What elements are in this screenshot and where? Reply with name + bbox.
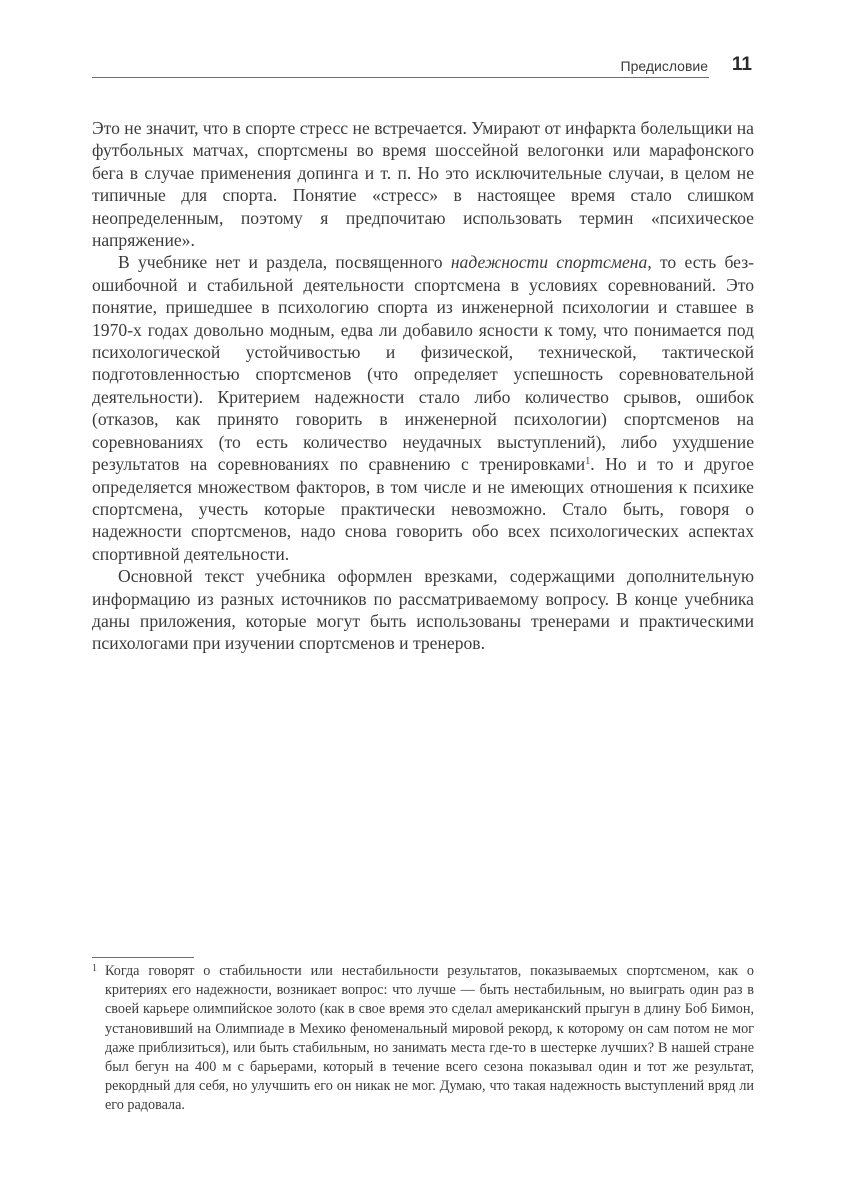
paragraph-1: Это не значит, что в спорте стресс не встречается. Умирают от инфаркта болельщики на футбольных матчах, спортсмены во время шоссейной велогонки или марафонского бега в случае применения допинга и т. п. Но это исключительные случаи, в целом не типичные для спорта. Понятие «стресс» в настоящее время стало слишком неопределенным, поэтому я предпочитаю использовать термин «психическое напряжение».	[92, 118, 754, 251]
paragraph-2-text-c: . Но и то и другое определяется множеством факторов, в том числе и не имеющих отношения к психике спортсмена, учесть которые практически невозможно. Стало быть, говоря о надежности спортсменов, надо снова говорить обо всех психологических аспектах спортивной деятельности.	[92, 454, 754, 564]
footnote-rule	[92, 957, 194, 958]
running-header	[92, 56, 754, 78]
emphasis-term: надежности спортсмена	[450, 252, 648, 273]
footnote-reference[interactable]: 1	[585, 456, 591, 468]
section-title: Предисловие	[620, 58, 708, 74]
paragraph-2	[92, 251, 754, 565]
header-rule	[92, 77, 709, 78]
footnote-1	[92, 962, 754, 1116]
footnote-mark: 1	[92, 963, 97, 974]
paragraph-3: Основной текст учебника оформлен врезками, содержащими дополнительную информацию из разных источников по рассматриваемому вопросу. В конце учебника даны приложения, которые могут быть использованы тренерами и практическими психологами при изучении спортсменов и тренеров.	[92, 566, 754, 654]
main-text	[92, 117, 754, 655]
page-number: 11	[731, 54, 752, 75]
footnote-text: Когда говорят о стабильности или нестабильности результатов, показываемых спортсменом, как о критериях его надежности, возникает вопрос: что лучше — быть нестабильным, но выиграть один раз в своей карьере олимпийское золото (как в свое время это сделал американский прыгун в длину Боб Бимон, установивший на Олимпиаде в Мехико феноменальный мировой рекорд, к которому он сам потом не мог даже приблизиться), или быть стабильным, но занимать места где-то в шестерке лучших? В нашей стране был бегун на 400 м с барьерами, который в течение всего сезона показывал один и тот же результат, рекордный для себя, но улучшить его он никак не мог. Думаю, что такая надежность выступлений вряд ли его радовала.	[105, 963, 754, 1114]
paragraph-2-text-b: , то есть безошибочной и стабильной деятельности спортсмена в условиях соревнований. Это понятие, пришедшее в психологию спорта из инженерной психологии и ставшее в 1970-х годах довольно модным, едва ли добавило ясности к тому, что понимается под психологической устойчивостью и физической, технической, тактической подготовленностью спортсменов (что определяет успешность соревновательной деятельности). Критерием надежности стало либо количество срывов, ошибок (отказов, как принято говорить в инженерной психологии) спортсменов на соревнованиях (то есть количество неудачных выступлений), либо ухудшение результатов на соревнованиях по сравнению с тренировками	[92, 252, 755, 475]
paragraph-2-text-a: В учебнике нет и раздела, посвященного	[118, 252, 451, 273]
